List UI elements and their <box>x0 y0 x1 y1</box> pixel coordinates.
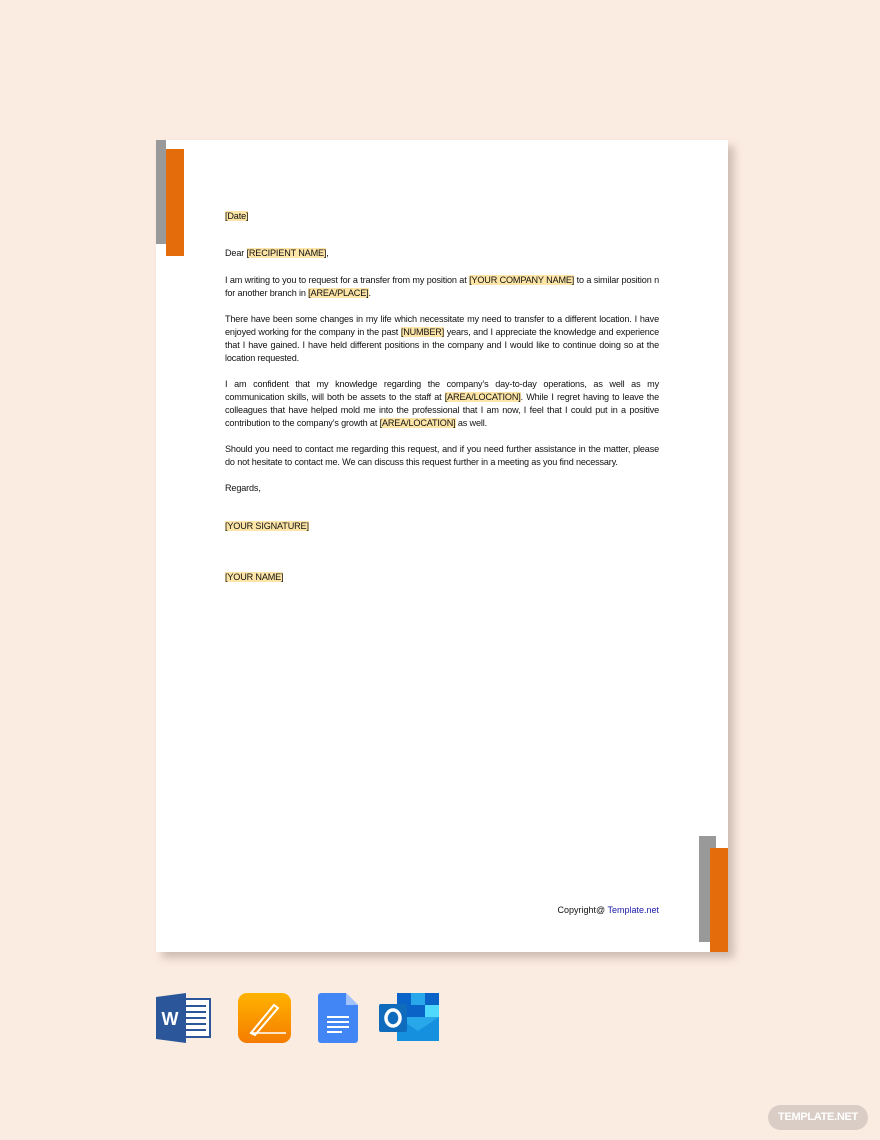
decor-bar-orange-bottom <box>710 848 728 952</box>
text: to a similar position n for another branch in <box>225 275 659 298</box>
location-placeholder: [AREA/LOCATION] <box>444 392 521 402</box>
number-placeholder: [NUMBER] <box>400 327 445 337</box>
pages-icon[interactable] <box>238 993 291 1043</box>
text: There have been some changes in my life which necessitate my need to transfer to a different location. I have enjoyed working for the company in the past <box>225 314 659 337</box>
google-docs-icon[interactable] <box>318 993 358 1043</box>
text: . <box>368 288 371 298</box>
text: I am confident that my knowledge regarding the company’s day-to-day operations, as well as my communication skills, will both be assets to the staff at <box>225 379 659 402</box>
decor-bar-gray-top <box>156 140 166 244</box>
paragraph-2 <box>225 313 659 365</box>
outlook-icon[interactable] <box>379 993 439 1043</box>
salutation-prefix: Dear <box>225 248 247 258</box>
signature-line <box>225 520 659 533</box>
name-line <box>225 571 659 584</box>
word-icon[interactable] <box>156 993 211 1043</box>
recipient-placeholder: [RECIPIENT NAME] <box>246 248 327 258</box>
decor-bar-orange-top <box>166 149 184 256</box>
paragraph-1 <box>225 274 659 300</box>
template-net-watermark: TEMPLATE.NET <box>768 1105 868 1130</box>
copyright <box>557 905 659 915</box>
salutation <box>225 247 659 260</box>
copyright-link[interactable]: Template.net <box>607 905 659 915</box>
letter-body <box>225 210 659 584</box>
paragraph-3 <box>225 378 659 430</box>
svg-text:W: W <box>161 1009 179 1029</box>
date-line <box>225 210 659 223</box>
text: years, and I appreciate the knowledge and experience that I have gained. I have held different positions in the company and I would like to continue doing so at the location requested. <box>225 327 659 363</box>
closing: Regards, <box>225 483 261 493</box>
paragraph-4: Should you need to contact me regarding this request, and if you need further assistance in the matter, please do not hesitate to contact me. We can discuss this request further in a meeting as you find necessary. <box>225 444 659 467</box>
date-placeholder: [Date] <box>225 211 249 221</box>
text: . While I regret having to leave the colleagues that have helped mold me into the professional that I am now, I feel that I could put in a positive contribution to the company’s growth at <box>225 392 659 428</box>
salutation-suffix: , <box>326 248 329 258</box>
location-placeholder: [AREA/LOCATION] <box>379 418 456 428</box>
text: as well. <box>455 418 487 428</box>
letter-page <box>156 140 728 952</box>
name-placeholder: [YOUR NAME] <box>225 572 284 582</box>
copyright-label: Copyright@ <box>557 905 608 915</box>
text: I am writing to you to request for a transfer from my position at <box>225 275 470 285</box>
signature-placeholder: [YOUR SIGNATURE] <box>225 521 309 531</box>
place-placeholder: [AREA/PLACE] <box>308 288 369 298</box>
company-placeholder: [YOUR COMPANY NAME] <box>469 275 575 285</box>
